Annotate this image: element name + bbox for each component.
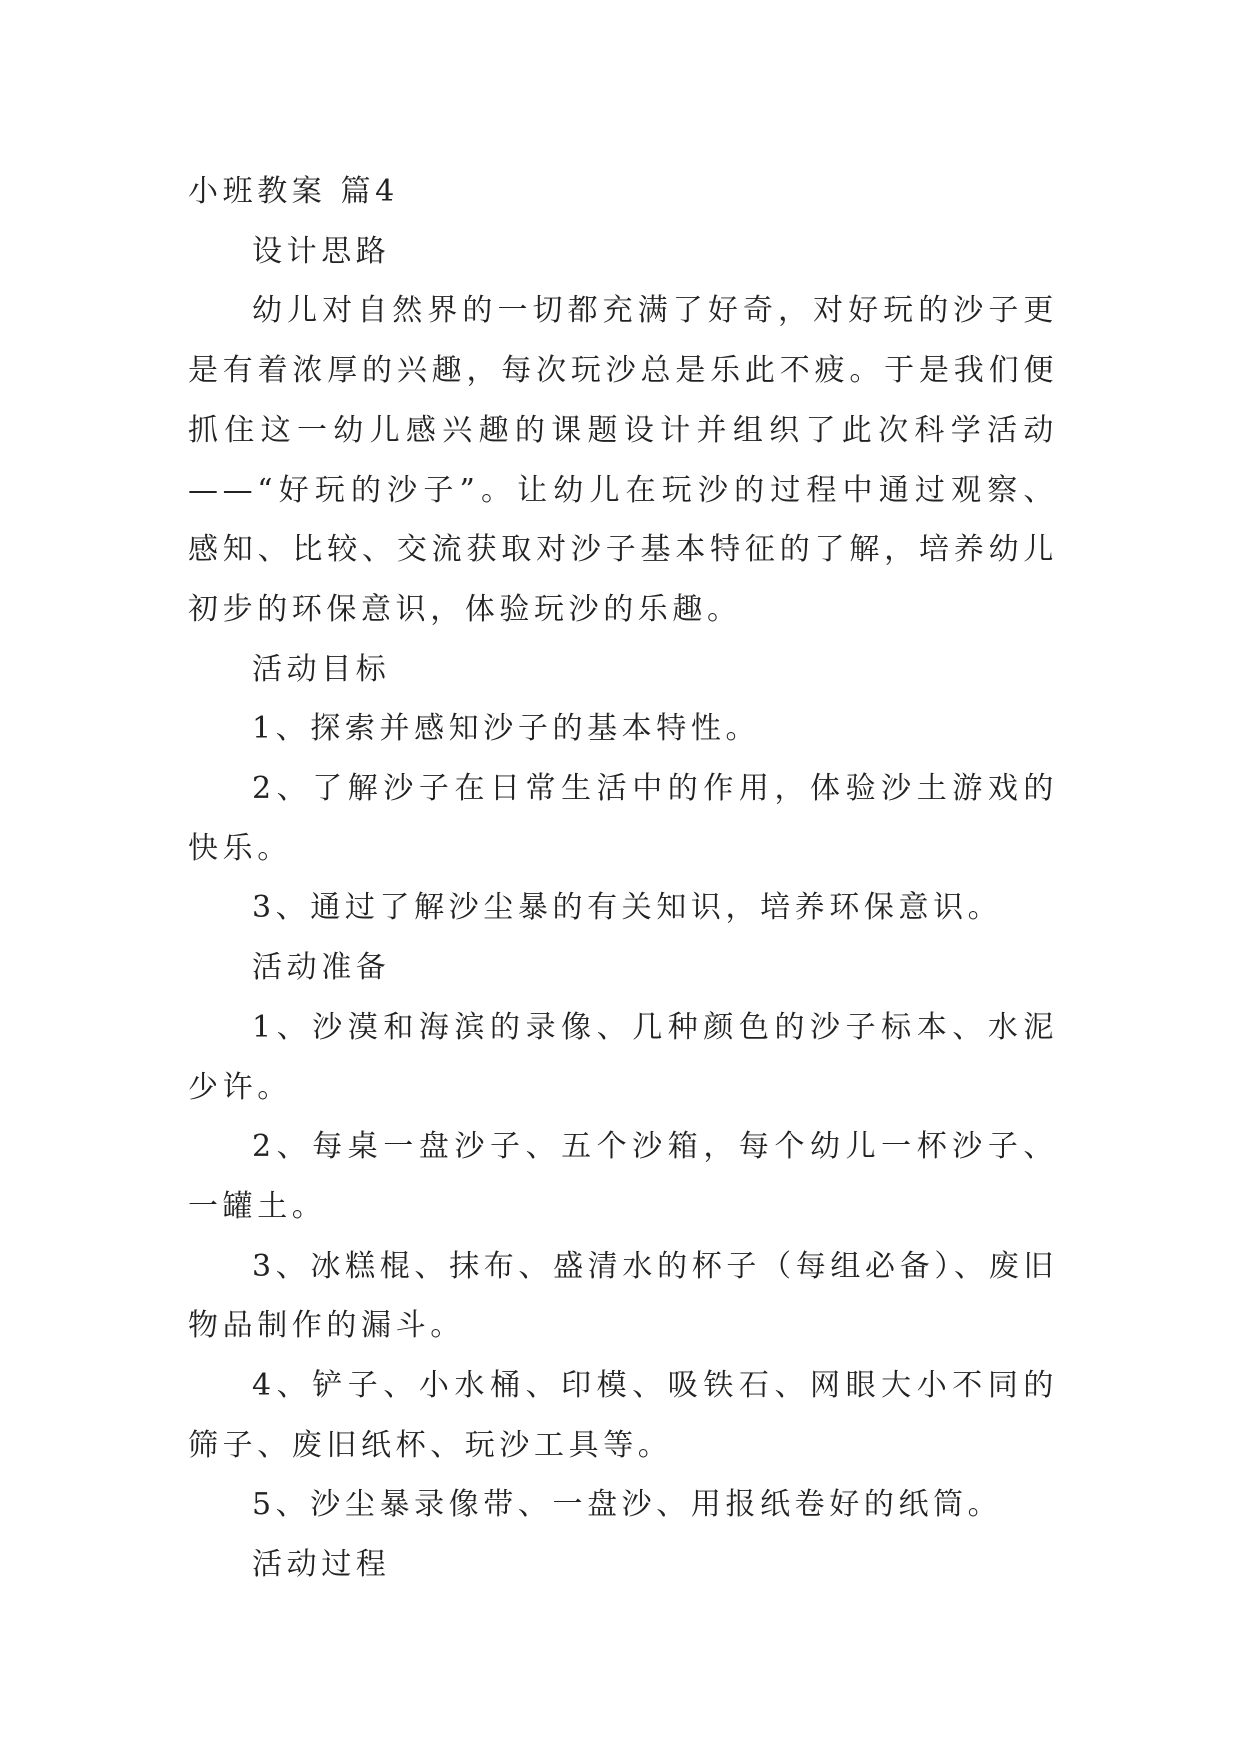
prep-item-3: 3、冰糕棍、抹布、盛清水的杯子（每组必备）、废旧物品制作的漏斗。 bbox=[188, 1248, 1058, 1344]
prep-item-2: 2、每桌一盘沙子、五个沙箱，每个幼儿一杯沙子、一罐土。 bbox=[188, 1129, 1058, 1224]
goal-item-1: 1、探索并感知沙子的基本特性。 bbox=[252, 711, 761, 747]
prep-item-5: 5、沙尘暴录像带、一盘沙、用报纸卷好的纸筒。 bbox=[252, 1487, 1003, 1523]
section-heading-design: 设计思路 bbox=[252, 233, 391, 269]
section-heading-preparation: 活动准备 bbox=[252, 950, 391, 986]
section-heading-goals: 活动目标 bbox=[252, 651, 391, 687]
section-heading-process: 活动过程 bbox=[252, 1547, 391, 1583]
document-title: 小班教案 篇4 bbox=[188, 174, 399, 209]
prep-item-1: 1、沙漠和海滨的录像、几种颜色的沙子标本、水泥少许。 bbox=[188, 1009, 1058, 1105]
document-body bbox=[188, 162, 1058, 1595]
goal-item-2: 2、了解沙子在日常生活中的作用，体验沙土游戏的快乐。 bbox=[188, 771, 1058, 866]
design-paragraph: 幼儿对自然界的一切都充满了好奇，对好玩的沙子更是有着浓厚的兴趣，每次玩沙总是乐此不疲。于是我们便抓住这一幼儿感兴趣的课题设计并组织了此次科学活动——“好玩的沙子”。让幼儿在玩沙的过程中通过观察、感知、比较、交流获取对沙子基本特征的了解，培养幼儿初步的环保意识，体验玩沙的乐趣。 bbox=[188, 293, 1058, 627]
prep-item-4: 4、铲子、小水桶、印模、吸铁石、网眼大小不同的筛子、废旧纸杯、玩沙工具等。 bbox=[188, 1368, 1058, 1463]
goal-item-3: 3、通过了解沙尘暴的有关知识，培养环保意识。 bbox=[252, 890, 1003, 926]
